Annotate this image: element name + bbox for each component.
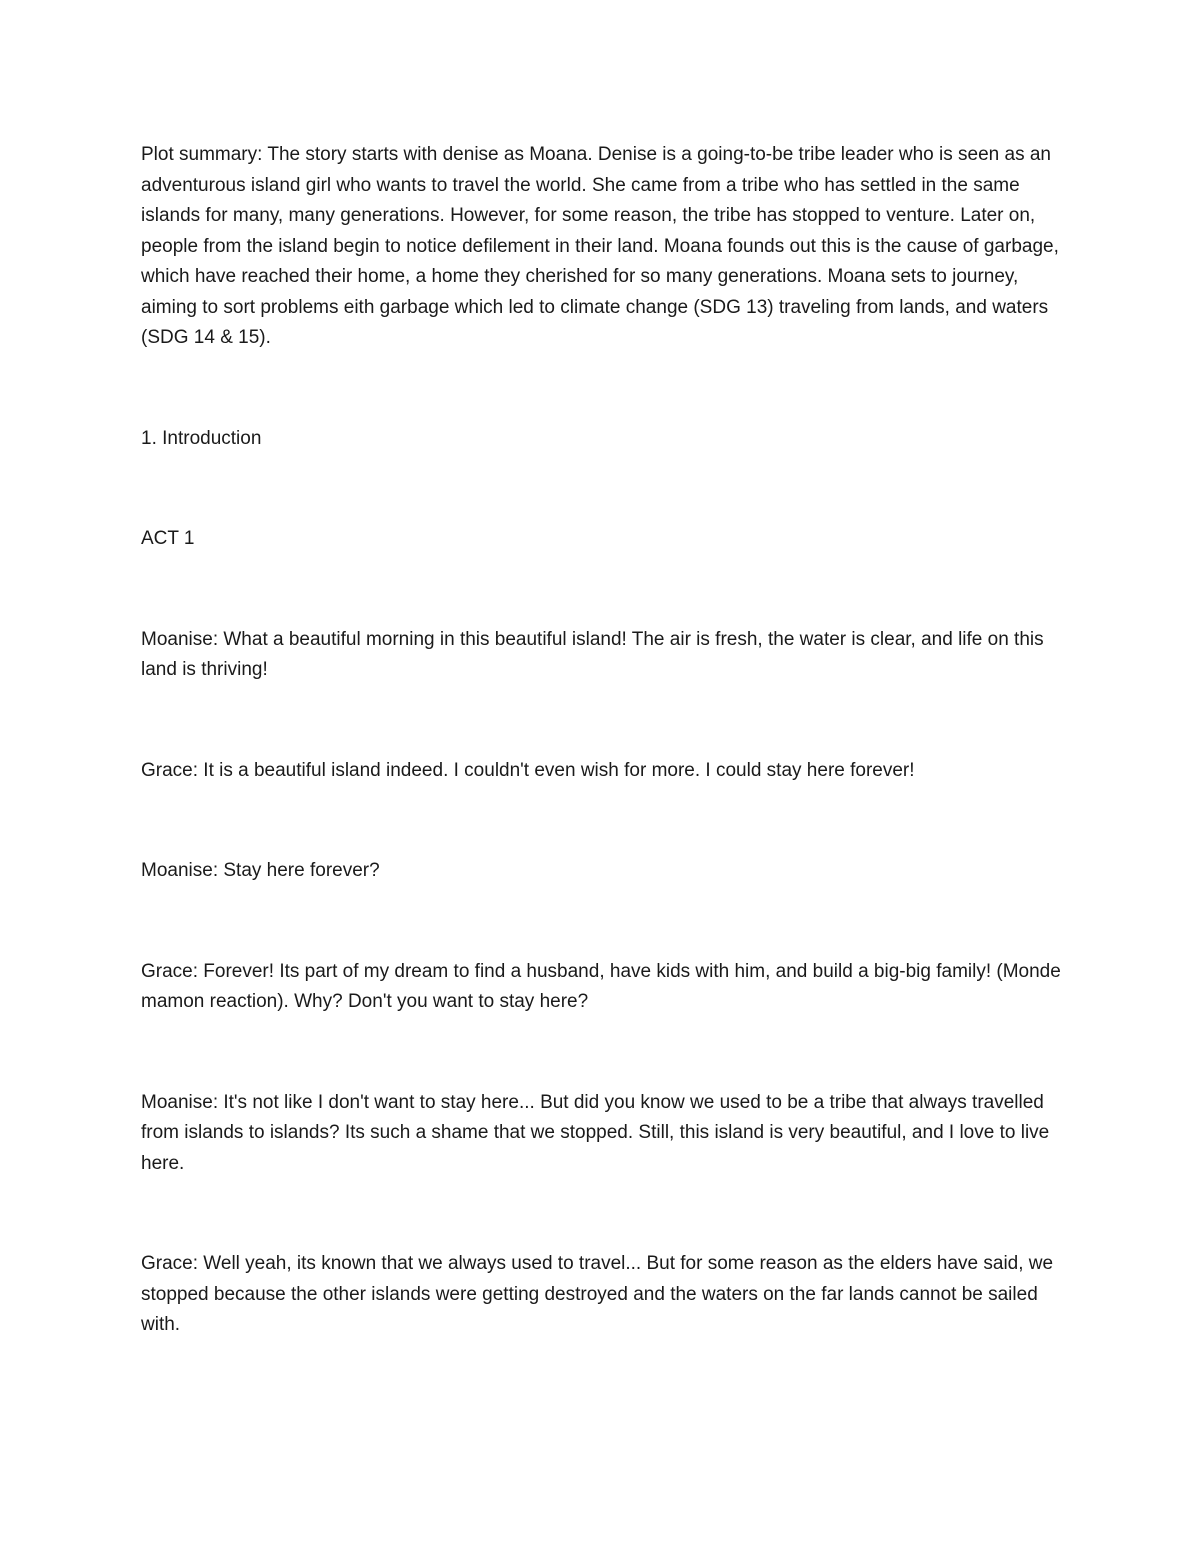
dialogue-line: Grace: Well yeah, its known that we always used to travel... But for some reason as the elders have said, we stopped because the other islands were getting destroyed and the waters on the far lands cannot be sailed with. xyxy=(141,1253,1054,1335)
act-heading: ACT 1 xyxy=(141,528,195,549)
document-body xyxy=(141,140,1061,1341)
dialogue-line: Moanise: Stay here forever? xyxy=(141,860,380,881)
dialogue-line: Grace: It is a beautiful island indeed. I couldn't even wish for more. I could stay here forever! xyxy=(141,759,915,781)
plot-summary-paragraph: Plot summary: The story starts with denise as Moana. Denise is a going-to-be tribe leader who is seen as an adventurous island girl who wants to travel the world. She came from a tribe who has settled in the same islands for many, many generations. However, for some reason, the tribe has stopped to venture. Later on, people from the island begin to notice defilement in their land. Moana founds out this is the cause of garbage, which have reached their home, a home they cherished for so many generations. Moana sets to journey, aiming to sort problems eith garbage which led to climate change (SDG 13) traveling from lands, and waters (SDG 14 & 15). xyxy=(141,144,1059,348)
dialogue-line: Moanise: It's not like I don't want to stay here... But did you know we used to be a tribe that always travelled from islands to islands? Its such a shame that we stopped. Still, this island is very beautiful, and I love to live here. xyxy=(141,1091,1050,1174)
section-heading-introduction: 1. Introduction xyxy=(141,427,262,449)
dialogue-line: Moanise: What a beautiful morning in this beautiful island! The air is fresh, the water is clear, and life on this land is thriving! xyxy=(141,628,1044,680)
dialogue-line: Grace: Forever! Its part of my dream to find a husband, have kids with him, and build a big-big family! (Monde mamon reaction). Why? Don't you want to stay here? xyxy=(141,960,1061,1012)
